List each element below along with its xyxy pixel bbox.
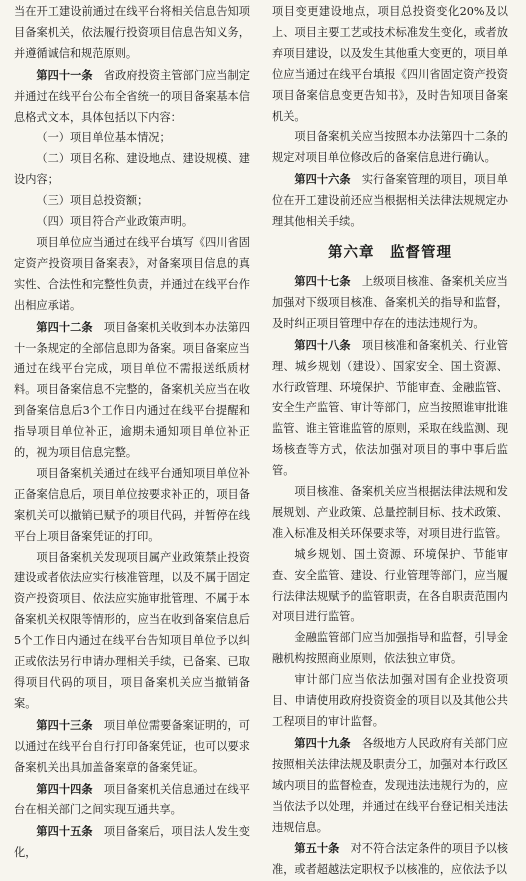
paragraph-text: 项目变更建设地点，项目总投资变化20%及以上、项目主要工艺或技术标准发生变化，或者放弃项目建设，以及发生其他重大变更的，项目单位应当通过在线平台填报《四川省固定资产投资项目备案信息变更告知书》，及时告知项目备案机关。 [272,5,508,123]
paragraph [272,733,508,839]
paragraph-text: 城乡规划、国土资源、环境保护、节能审查、安全监管、建设、行业管理等部门，应当履行法律法规赋予的监管职责，在各自职责范围内对项目进行监管。 [272,547,508,624]
paragraph-text: （三）项目总投资额； [36,194,149,208]
paragraph-text: 项目备案机关收到本办法第四十一条规定的全部信息即为备案。项目备案应当通过在线平台完成，项目单位不需报送纸质材料。项目备案信息不完整的，备案机关应当在收到备案信息后3个工作日内通过在线平台提醒和指导项目单位补正，逾期未通知项目单位补正的，视为项目信息完整。 [14,320,250,460]
paragraph-text: 项目单位需要备案证明的，可以通过在线平台自行打印备案凭证，也可以要求备案机关出具加盖备案章的备案凭证。 [14,718,250,774]
paragraph [14,128,250,149]
paragraph [272,169,508,233]
paragraph [272,127,508,169]
article-number: 第五十条 [294,841,340,856]
paragraph-text: 项目备案机关通过在线平台通知项目单位补正备案信息后，项目单位按要求补正的，项目备案机关可以撤销已赋予的项目代码，并暂停在线平台上项目备案凭证的打印。 [14,466,250,543]
paragraph [14,715,250,779]
article-number: 第四十九条 [294,735,351,750]
paragraph [272,271,508,335]
paragraph [14,317,250,464]
paragraph-text: （二）项目名称、建设地点、建设规模、建设内容； [14,152,250,187]
paragraph [272,545,508,629]
paragraph-text: 实行备案管理的项目，项目单位在开工建设前还应当根据相关法律法规规定办理其他相关手续。 [272,173,508,229]
article-number: 第四十六条 [294,172,351,187]
paragraph-text: 项目核准、备案机关应当根据法律法规和发展规划、产业政策、总量控制目标、技术政策、准入标准及相关环保要求等，对项目进行监管。 [272,485,508,540]
paragraph-text: 当在开工建设前通过在线平台将相关信息告知项目备案机关，依法履行投资项目信息告知义务，并遵循诚信和规范原则。 [14,5,250,60]
paragraph-text: 上级项目核准、备案机关应当加强对下级项目核准、备案机关的指导和监督，及时纠正项目管理中存在的违法违规行为。 [272,274,508,330]
paragraph [272,482,508,545]
paragraph [272,335,508,482]
paragraph-text: 对不符合法定条件的项目予以核准，或者超越法定职权予以核准的，应依法予以 [272,842,508,877]
paragraph-text: 各级地方人民政府有关部门应按照相关法律法规及职责分工，加强对本行政区域内项目的监督检查，发现违法违规行为的，应当依法予以处理，并通过在线平台登记相关违法违规信息。 [272,736,508,834]
left-column [14,2,250,864]
paragraph-text: 项目备案机关发现项目属产业政策禁止投资建设或者依法应实行核准管理，以及不属于固定资产投资项目、依法应实施审批管理、不属于本备案机关权限等情形的，应当在收到备案信息后5个工作日内通过在线平台告知项目单位予以纠正或依法另行申请办理相关手续，已备案、已取得项目代码的项目，项目备案机关应当撤销备案。 [14,550,250,710]
paragraph-text: （四）项目符合产业政策声明。 [36,215,194,229]
paragraph-text: 项目备案机关应当按照本办法第四十二条的规定对项目单位修改后的备案信息进行确认。 [272,130,508,165]
paragraph-text: 金融监管部门应当加强指导和监督，引导金融机构按照商业原则，依法独立审贷。 [272,631,508,666]
article-number: 第四十八条 [294,337,351,352]
paragraph [14,464,250,548]
paragraph-text: 项目备案机关信息通过在线平台在相关部门之间实现互通共享。 [14,782,250,817]
article-number: 第四十二条 [36,319,93,334]
paragraph [14,191,250,212]
paragraph-text: （一）项目单位基本情况； [36,131,171,145]
article-number: 第四十七条 [294,273,351,288]
paragraph [14,212,250,233]
paragraph [14,2,250,65]
paragraph [272,2,508,127]
article-number: 第四十三条 [36,717,93,732]
paragraph [14,779,250,822]
paragraph-text: 项目单位应当通过在线平台填写《四川省固定资产投资项目备案表》，对备案项目信息的真实性、合法性和完整性负责，并通过在线平台作出相应承诺。 [14,235,250,312]
article-number: 第四十五条 [36,824,93,839]
paragraph [14,821,250,864]
paragraph [14,149,250,191]
right-column [272,2,508,881]
paragraph [272,628,508,670]
article-number: 第四十一条 [36,67,93,82]
article-number: 第四十四条 [36,781,93,796]
paragraph [14,65,250,129]
paragraph-text: 省政府投资主管部门应当制定并通过在线平台公布全省统一的项目备案基本信息格式文本，具体包括以下内容： [14,68,250,124]
paragraph [14,548,250,715]
chapter-heading: 第六章 监督管理 [328,243,452,261]
paragraph [272,838,508,881]
paragraph-text: 项目核准和备案机关、行业管理、城乡规划（建设）、国家安全、国土资源、水行政管理、环境保护、节能审查、金融监管、安全生产监管、审计等部门，应当按照谁审批谁监管、谁主管谁监管的原则，采取在线监测、现场核查等方式，依法加强对项目的事中事后监管。 [272,338,508,478]
paragraph [272,670,508,733]
paragraph-text: 审计部门应当依法加强对国有企业投资项目、申请使用政府投资资金的项目以及其他公共工程项目的审计监督。 [272,673,508,728]
paragraph-text: 项目备案后，项目法人发生变化， [14,825,250,860]
paragraph [14,233,250,317]
